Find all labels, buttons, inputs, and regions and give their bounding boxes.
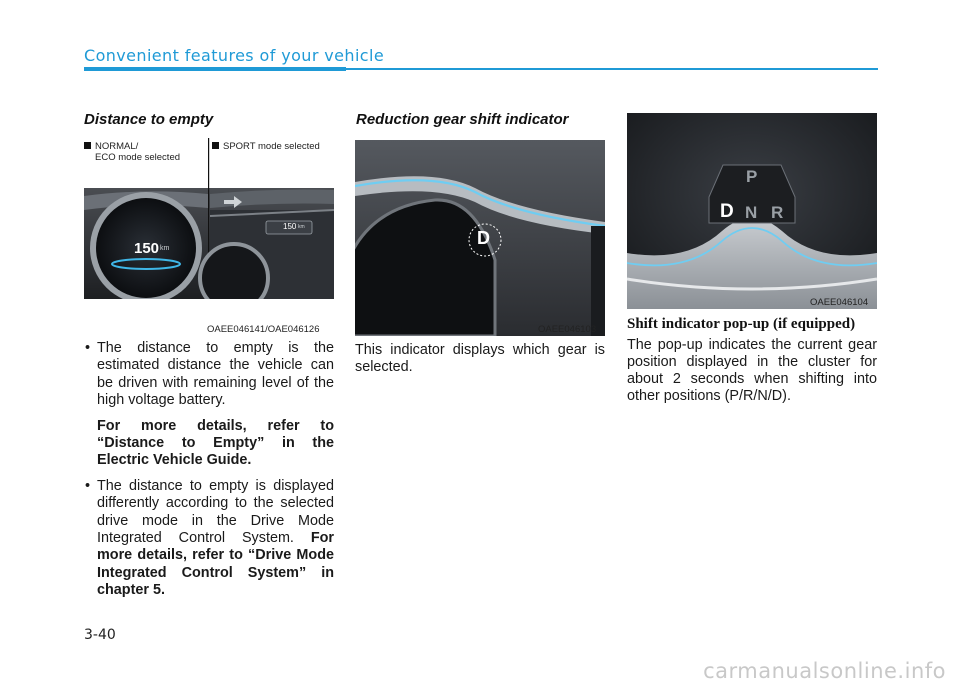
figure-caption-right: OAEE046104 <box>810 297 869 308</box>
page-number: 3-40 <box>84 627 116 643</box>
range-unit-normal: km <box>160 245 170 252</box>
legend-square-icon <box>84 142 91 149</box>
bullet-item: • The distance to empty is the estimated distance the vehicle can be driven with remaining level of the high voltage battery. For more details, refer to “Distance to Empty” in the Electric Vehicle Guide. <box>85 340 334 469</box>
gear-r: R <box>771 203 784 222</box>
header-accent-bar <box>84 67 346 71</box>
figure-caption-left: OAEE046141/OAE046126 <box>207 324 320 335</box>
range-unit-sport: km <box>298 224 305 230</box>
range-value-normal: 150 <box>134 240 160 257</box>
range-value-sport: 150 <box>283 222 297 231</box>
header-rule <box>346 68 878 70</box>
gear-n: N <box>745 203 758 222</box>
distance-to-empty-title: Distance to empty <box>84 111 214 128</box>
reduction-gear-figure <box>355 140 605 336</box>
legend-normal-eco: NORMAL/ ECO mode selected <box>84 141 180 163</box>
legend-square-icon <box>212 142 219 149</box>
gear-p: P <box>746 167 758 186</box>
shift-popup-subhead: Shift indicator pop-up (if equipped) <box>627 316 856 332</box>
reduction-gear-title: Reduction gear shift indicator <box>356 111 569 128</box>
legend-sport: SPORT mode selected <box>212 141 320 152</box>
bullet-dot-icon: • <box>85 340 91 356</box>
watermark: carmanualsonline.info <box>703 659 946 683</box>
shift-popup-body: The pop-up indicates the current gear position displayed in the cluster for about 2 seconds when shifting into other positions (P/R/N/D). <box>627 337 877 404</box>
bullet-note: For more details, refer to “Drive Mode Integrated Control System” in chapter 5. <box>97 530 335 599</box>
bullet-item: • The distance to empty is displayed differently according to the selected drive mode in the Drive Mode Integrated Control System. For more details, refer to “Drive Mode Integrated Control System” in chapter 5. <box>85 477 335 599</box>
bullet-dot-icon: • <box>85 477 91 494</box>
gear-indicator-d: D <box>477 228 490 248</box>
shift-popup-figure <box>627 113 877 309</box>
section-header: Convenient features of your vehicle <box>84 46 385 65</box>
reduction-gear-body: This indicator displays which gear is selected. <box>355 342 605 375</box>
gear-d-selected: D <box>720 201 734 222</box>
figure-caption-middle: OAEE046103 <box>538 324 597 335</box>
bullet-note: For more details, refer to “Distance to Empty” in the Electric Vehicle Guide. <box>97 417 334 469</box>
distance-bullet-list <box>84 340 334 608</box>
